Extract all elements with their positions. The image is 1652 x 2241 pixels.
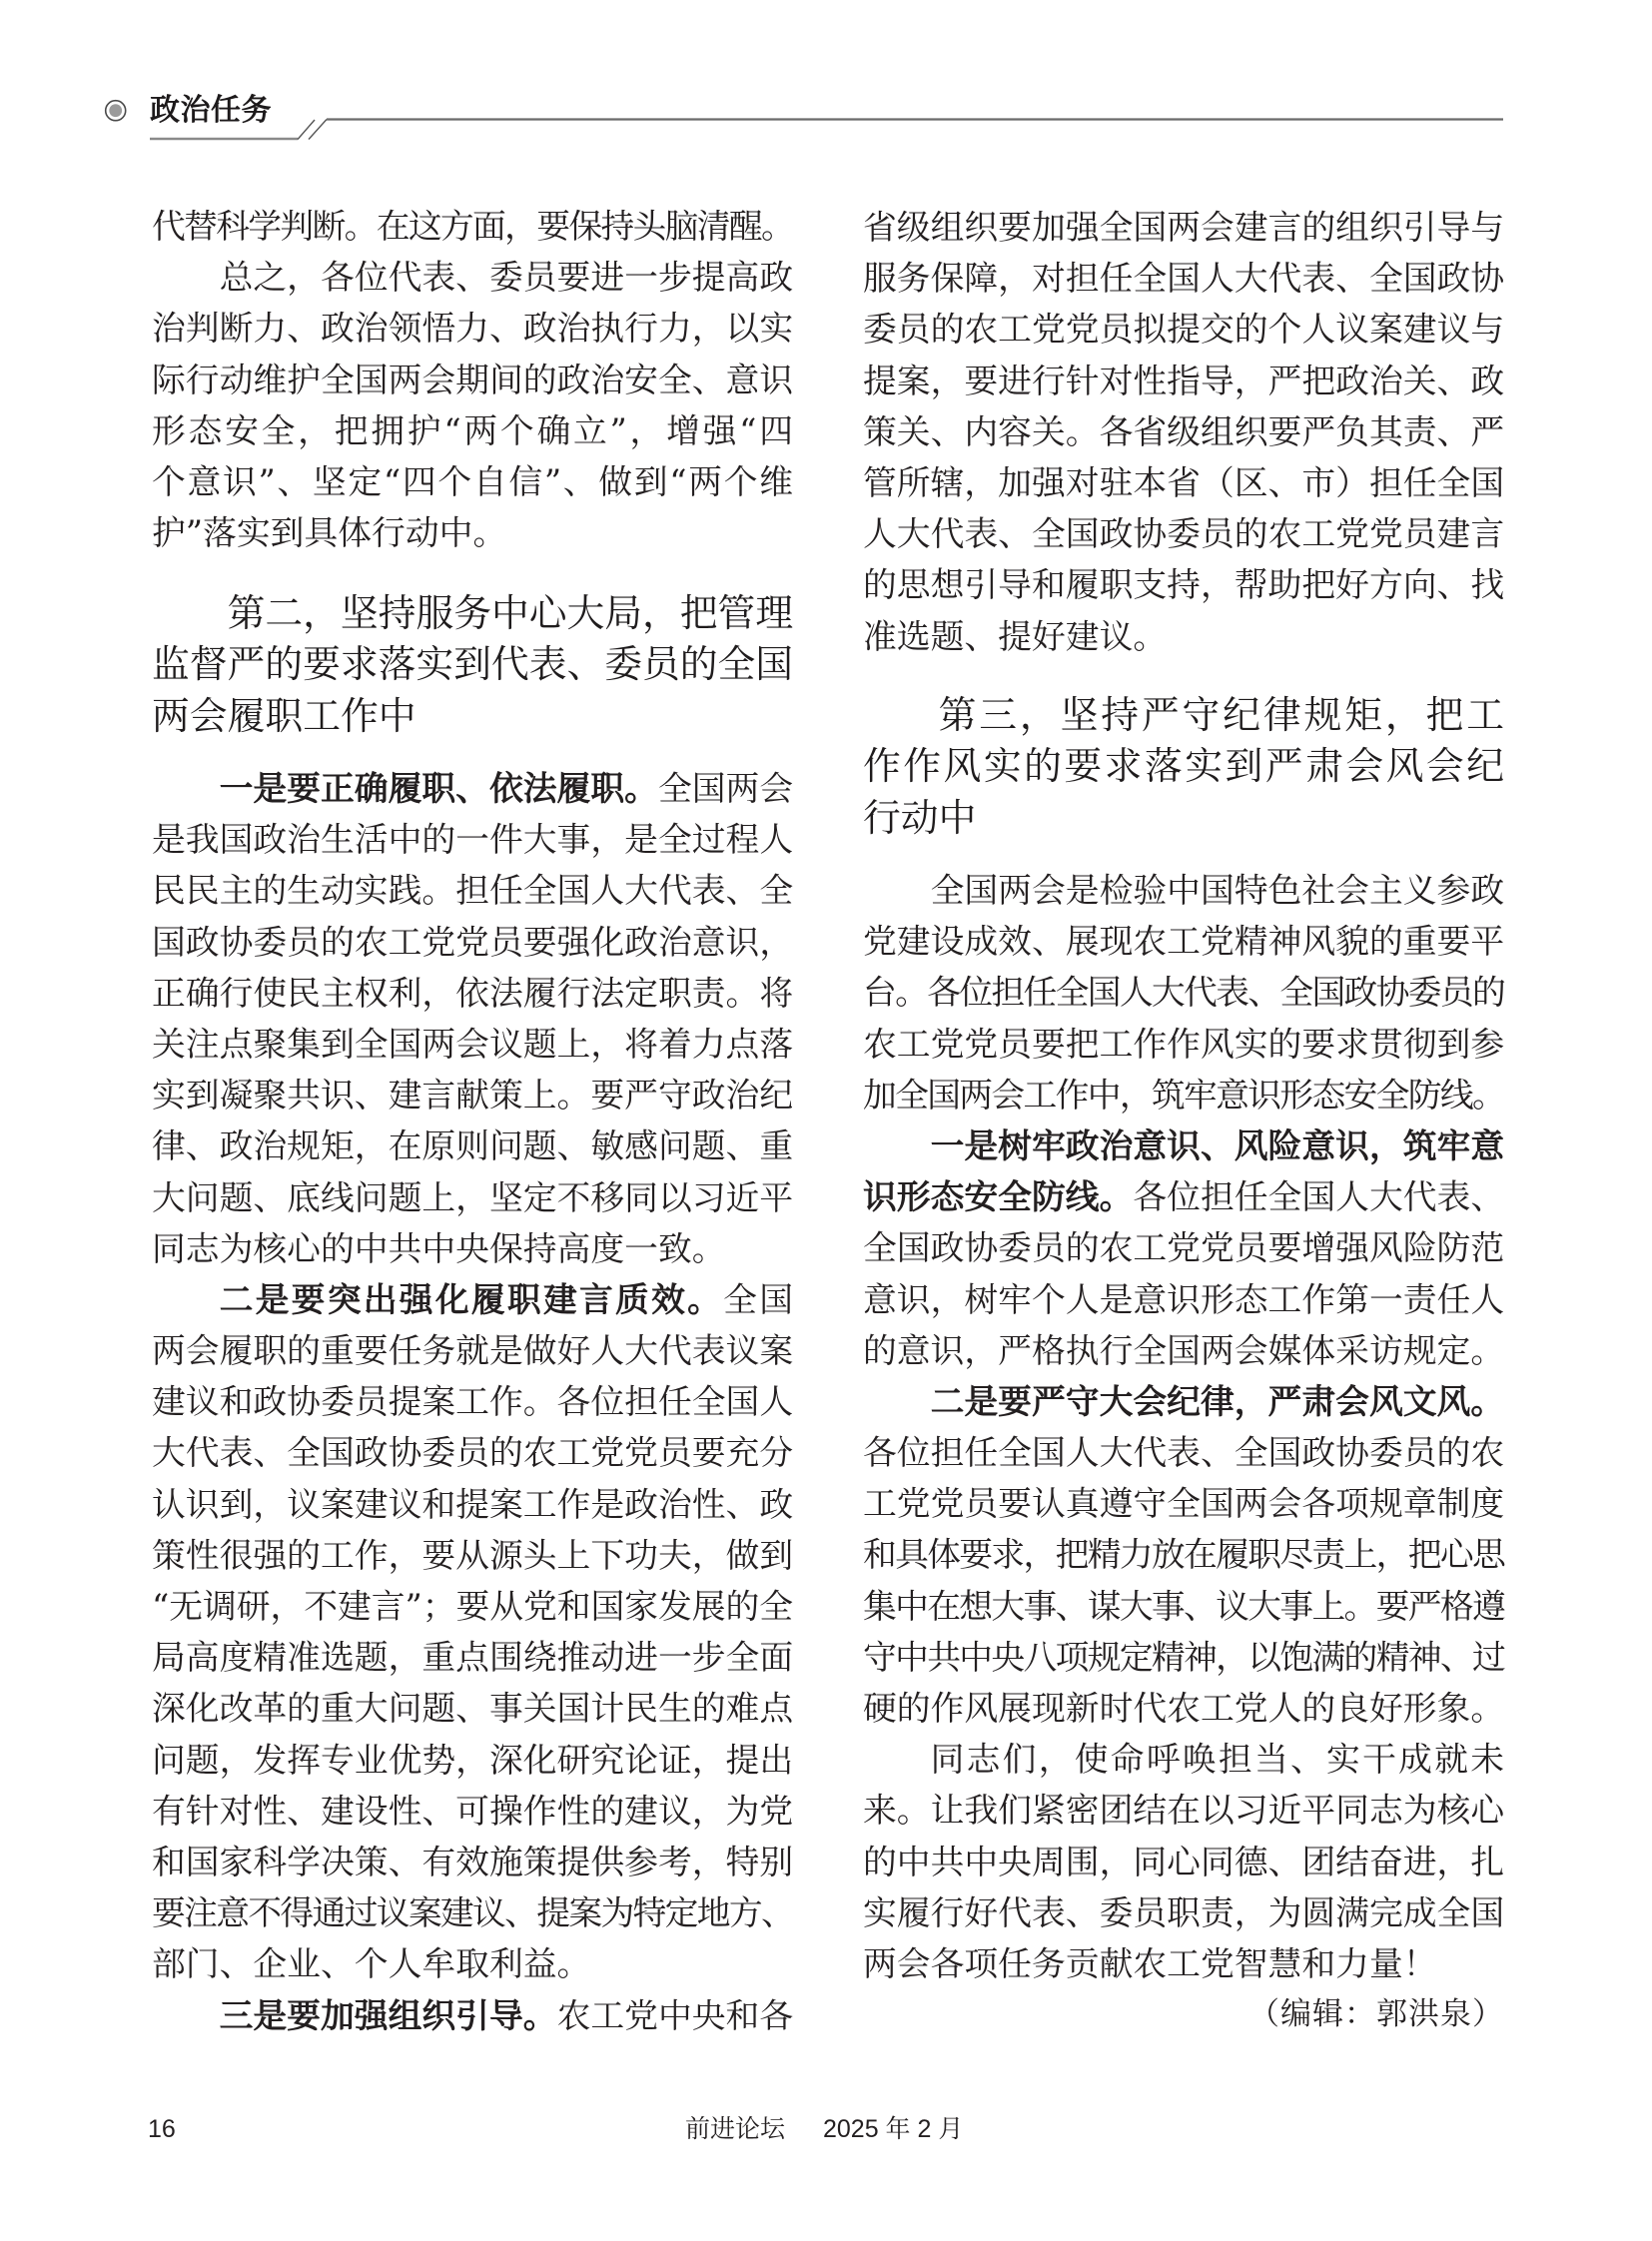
- paragraph: [152, 252, 793, 558]
- text-line: 和国家科学决策、有效施策提供参考，特别: [152, 1842, 794, 1881]
- body-text: 农工党中央和各: [556, 1995, 794, 2035]
- text-line: 治判断力、政治领悟力、政治执行力，以实: [152, 309, 794, 349]
- paragraph: [152, 1274, 793, 1990]
- text-line: 际行动维护全国两会期间的政治安全、意识: [152, 360, 794, 399]
- text-line: 国政协委员的农工党党员要强化政治意识，: [152, 922, 794, 962]
- text-line: 全国两会是检验中国特色社会主义参政: [930, 871, 1505, 910]
- paragraph: [863, 1376, 1504, 1734]
- text-line: 律、政治规矩，在原则问题、敏感问题、重: [152, 1126, 794, 1166]
- section-title: 政治任务: [150, 93, 272, 128]
- section-heading-3: [863, 690, 1504, 844]
- text-line: 两会履职的重要任务就是做好人大代表议案: [152, 1331, 794, 1371]
- text-line: 代替科学判断。在这方面，要保持头脑清醒。: [152, 207, 793, 246]
- section-header-rule: [0, 0, 1652, 160]
- right-column-intro: [863, 202, 1504, 662]
- text-line: 党建设成效、展现农工党精神风貌的重要平: [863, 922, 1505, 962]
- text-line: 深化改革的重大问题、事关国计民生的难点: [152, 1689, 794, 1729]
- paragraph: [863, 202, 1504, 662]
- text-line: 的意识，严格执行全国两会媒体采访规定。: [863, 1330, 1505, 1370]
- text-line: 护”落实到具体行动中。: [152, 513, 507, 553]
- page-number: 16: [148, 2115, 176, 2143]
- body-text: 全国两会: [657, 769, 794, 808]
- text-line: 总之，各位代表、委员要进一步提高政: [219, 258, 794, 298]
- text-line: [152, 1274, 793, 1325]
- publication-name: 前进论坛: [685, 2115, 786, 2143]
- text-line: 集中在想大事、谋大事、议大事上。要严格遵: [863, 1586, 1504, 1626]
- heading-line: 两会履职工作中: [152, 693, 416, 738]
- text-line: 局高度精准选题，重点围绕推动进一步全面: [152, 1638, 794, 1678]
- text-line: 省级组织要加强全国两会建言的组织引导与: [863, 208, 1505, 247]
- text-line: 两会各项任务贡献农工党智慧和力量！: [863, 1943, 1437, 1983]
- text-line: [152, 1990, 793, 2041]
- text-line: 加全国两会工作中，筑牢意识形态安全防线。: [863, 1075, 1504, 1115]
- lead-text: 二是要严守大会纪律，严肃会风文风。: [930, 1380, 1505, 1421]
- text-line: 同志为核心的中共中央保持高度一致。: [152, 1228, 726, 1268]
- lead-text: 三是要加强组织引导。: [219, 1994, 557, 2035]
- text-line: 策性很强的工作，要从源头上下功夫，做到: [152, 1535, 794, 1575]
- text-line: 要注意不得通过议案建议、提案为特定地方、: [152, 1893, 793, 1933]
- lead-text: 一是要正确履职、依法履职。: [219, 768, 658, 808]
- text-line: 实到凝聚共识、建言献策上。要严守政治纪: [152, 1076, 794, 1116]
- text-line: 准选题、提好建议。: [863, 616, 1168, 656]
- lead-text: 识形态安全防线。: [863, 1176, 1134, 1217]
- section-heading-2: [152, 588, 793, 742]
- text-line: 建议和政协委员提案工作。各位担任全国人: [152, 1382, 794, 1422]
- heading-line: 第三，坚持严守纪律规矩，把工: [938, 693, 1504, 737]
- lead-text: 二是要突出强化履职建言质效。: [219, 1278, 724, 1319]
- text-line: 各位担任全国人大代表、全国政协委员的农: [863, 1433, 1505, 1473]
- text-line: 是我国政治生活中的一件大事，是全过程人: [152, 820, 794, 860]
- editor-credit: （编辑：郭洪泉）: [1248, 1996, 1504, 2033]
- paragraph: [152, 1990, 793, 2041]
- text-line: 全国政协委员的农工党党员要增强风险防范: [863, 1228, 1505, 1268]
- text-line: “无调研，不建言”；要从党和国家发展的全: [152, 1587, 793, 1626]
- text-line: [863, 1120, 1504, 1171]
- text-line: 民民主的生动实践。担任全国人大代表、全: [152, 871, 794, 911]
- left-column-section-body: [152, 763, 793, 2041]
- text-line: 部门、企业、个人牟取利益。: [152, 1944, 591, 1984]
- paragraph: [863, 1120, 1504, 1376]
- paragraph: [152, 763, 793, 1274]
- text-line: 守中共中央八项规定精神，以饱满的精神、过: [863, 1637, 1504, 1677]
- paragraph: [863, 865, 1504, 1120]
- text-line: 认识到，议案建议和提案工作是政治性、政: [152, 1484, 794, 1524]
- paragraph: [863, 1734, 1504, 1989]
- left-column-intro: [152, 201, 793, 558]
- heading-line: 作作风实的要求落实到严肃会风会纪: [863, 744, 1504, 789]
- text-line: 委员的农工党党员拟提交的个人议案建议与: [863, 310, 1505, 350]
- text-line: 台。各位担任全国人大代表、全国政协委员的: [863, 973, 1504, 1013]
- text-line: 策关、内容关。各省级组织要严负其责、严: [863, 411, 1505, 451]
- text-line: 有针对性、建设性、可操作性的建议，为党: [152, 1791, 794, 1831]
- text-line: 管所辖，加强对驻本省（区、市）担任全国: [863, 462, 1505, 502]
- body-text: 各位担任全国人大代表、: [1133, 1177, 1505, 1217]
- text-line: 正确行使民主权利，依法履行法定职责。将: [152, 973, 794, 1013]
- heading-line: 第二，坚持服务中心大局，把管理: [227, 591, 793, 635]
- text-line: 服务保障，对担任全国人大代表、全国政协: [863, 259, 1505, 299]
- text-line: 的中共中央周围，同心同德、团结奋进，扎: [863, 1842, 1505, 1881]
- text-line: 形态安全，把拥护“两个确立”，增强“四: [152, 410, 793, 450]
- text-line: 农工党党员要把工作作风实的要求贯彻到参: [863, 1024, 1505, 1064]
- text-line: [863, 1376, 1504, 1427]
- right-column-section-body: [863, 865, 1504, 2040]
- target-circle-icon: [106, 101, 126, 121]
- body-text: 全国: [723, 1279, 794, 1319]
- text-line: 关注点聚集到全国两会议题上，将着力点落: [152, 1024, 794, 1064]
- text-line: 大代表、全国政协委员的农工党党员要充分: [152, 1433, 794, 1473]
- text-line: 人大代表、全国政协委员的农工党党员建言: [863, 514, 1505, 554]
- text-line: 和具体要求，把精力放在履职尽责上，把心思: [863, 1535, 1504, 1575]
- header-slash: [309, 120, 327, 140]
- text-line: 大问题、底线问题上，坚定不移同以习近平: [152, 1177, 794, 1217]
- text-line: 同志们，使命呼唤担当、实干成就未: [930, 1740, 1504, 1780]
- heading-line: 监督严的要求落实到代表、委员的全国: [152, 642, 793, 687]
- text-line: 意识，树牢个人是意识形态工作第一责任人: [863, 1279, 1505, 1319]
- heading-line: 行动中: [863, 795, 977, 840]
- text-line: [863, 1171, 1504, 1222]
- text-line: 来。让我们紧密团结在以习近平同志为核心: [863, 1791, 1505, 1831]
- issue-date: 2025 年 2 月: [823, 2115, 964, 2143]
- text-line: 提案，要进行针对性指导，严把政治关、政: [863, 361, 1505, 400]
- text-line: 硬的作风展现新时代农工党人的良好形象。: [863, 1689, 1505, 1728]
- text-line: 的思想引导和履职支持，帮助把好方向、找: [863, 565, 1505, 605]
- text-line: 问题，发挥专业优势，深化研究论证，提出: [152, 1740, 794, 1780]
- text-line: 实履行好代表、委员职责，为圆满完成全国: [863, 1892, 1505, 1932]
- text-line: [152, 763, 793, 814]
- text-line: 个意识”、坚定“四个自信”、做到“两个维: [152, 461, 793, 501]
- paragraph: [152, 201, 793, 252]
- lead-text: 一是树牢政治意识、风险意识，筑牢意: [930, 1124, 1505, 1165]
- text-line: 工党党员要认真遵守全国两会各项规章制度: [863, 1484, 1505, 1524]
